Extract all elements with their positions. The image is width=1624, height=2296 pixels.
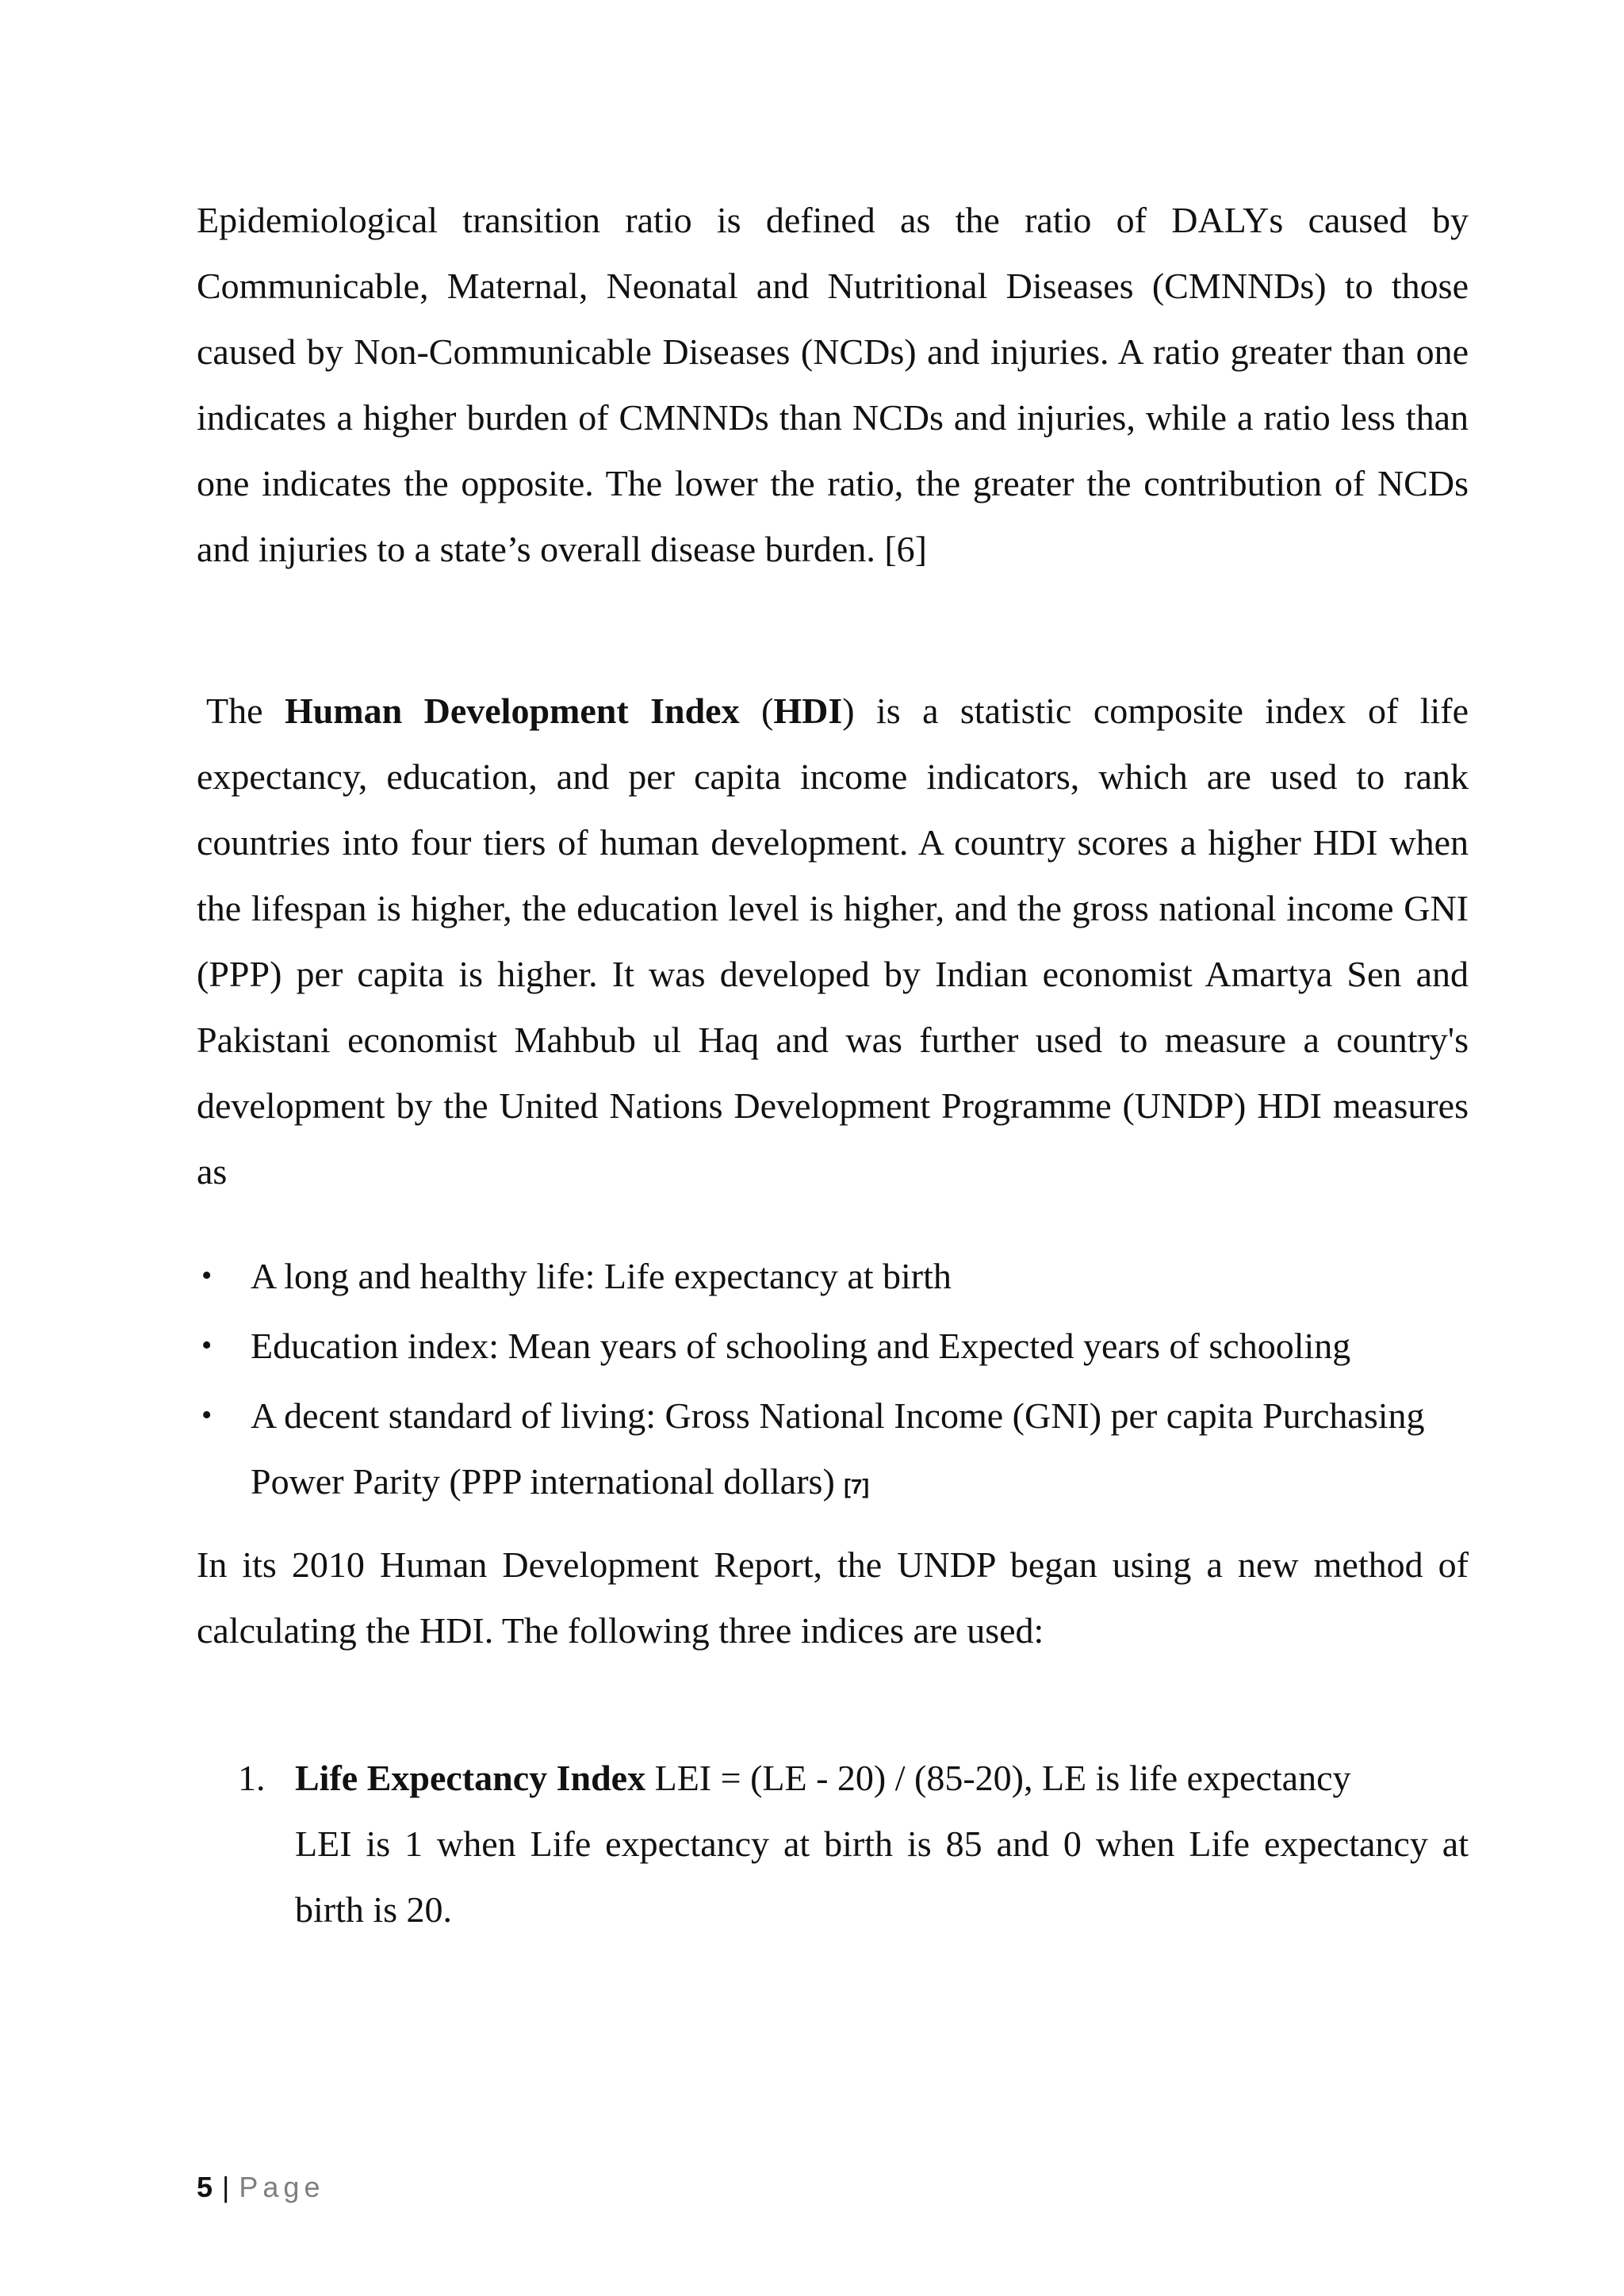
item-detail: LEI is 1 when Life expectancy at birth is 85 and 0 when Life expectancy at birth is 20. [295, 1823, 1469, 1930]
page-number: 5 [197, 2171, 213, 2203]
bullet-marker: • [201, 1259, 213, 1292]
list-item [197, 1313, 1469, 1379]
item-body [295, 1745, 1469, 1942]
item-term: Life Expectancy Index [295, 1758, 646, 1798]
hdi-mid: ( [739, 691, 774, 731]
hdi-measures-list [197, 1243, 1469, 1524]
item-formula: LEI = (LE - 20) / (85-20), LE is life expectancy [645, 1758, 1351, 1798]
list-item [197, 1243, 1469, 1309]
bullet-marker: • [201, 1399, 213, 1432]
page-footer [197, 2171, 324, 2204]
item-number: 1. [238, 1758, 266, 1798]
paragraph-epidemiological-transition: Epidemiological transition ratio is defined as the ratio of DALYs caused by Communicable, Maternal, Neonatal and Nutritional Diseases (CMNNDs) to those caused by Non-Communicable Diseases (NCDs) and injuries. A ratio greater than one indicates a higher burden of CMNNDs than NCDs and injuries, while a ratio less than one indicates the opposite. The lower the ratio, the greater the contribution of NCDs and injuries to a state’s overall disease burden. [6] [197, 200, 1469, 569]
page-label: Page [239, 2171, 325, 2203]
hdi-term: Human Development Index [284, 691, 740, 731]
hdi-rest: ) is a statistic composite index of life expectancy, education, and per capita income indicators, which are used to rank countries into four tiers of human development. A country scores a higher HDI when the lifespan is higher, the education level is higher, and the gross national income GNI (PPP) per capita is higher. It was developed by Indian economist Amartya Sen and Pakistani economist Mahbub ul Haq and was further used to measure a country's development by the United Nations Development Programme (UNDP) HDI measures as [197, 691, 1469, 1192]
bullet-text: A long and healthy life: Life expectancy at birth [251, 1256, 952, 1296]
list-item [197, 1383, 1469, 1520]
bullet-text: A decent standard of living: Gross National Income (GNI) per capita Purchasing Power Parity (PPP international dollars) [251, 1395, 1425, 1502]
hdi-abbr: HDI [773, 691, 843, 731]
bullet-text: Education index: Mean years of schooling and Expected years of schooling [251, 1326, 1351, 1366]
paragraph-hdi-definition [197, 678, 1469, 1204]
hdi-lead: The [206, 691, 285, 731]
numbered-item-life-expectancy-index [238, 1745, 1469, 1942]
footer-separator: | [222, 2171, 230, 2203]
citation-7: [7] [844, 1475, 870, 1498]
bullet-marker: • [201, 1329, 213, 1362]
paragraph-2010-report: In its 2010 Human Development Report, the UNDP began using a new method of calculating the HDI. The following three indices are used: [197, 1544, 1469, 1651]
